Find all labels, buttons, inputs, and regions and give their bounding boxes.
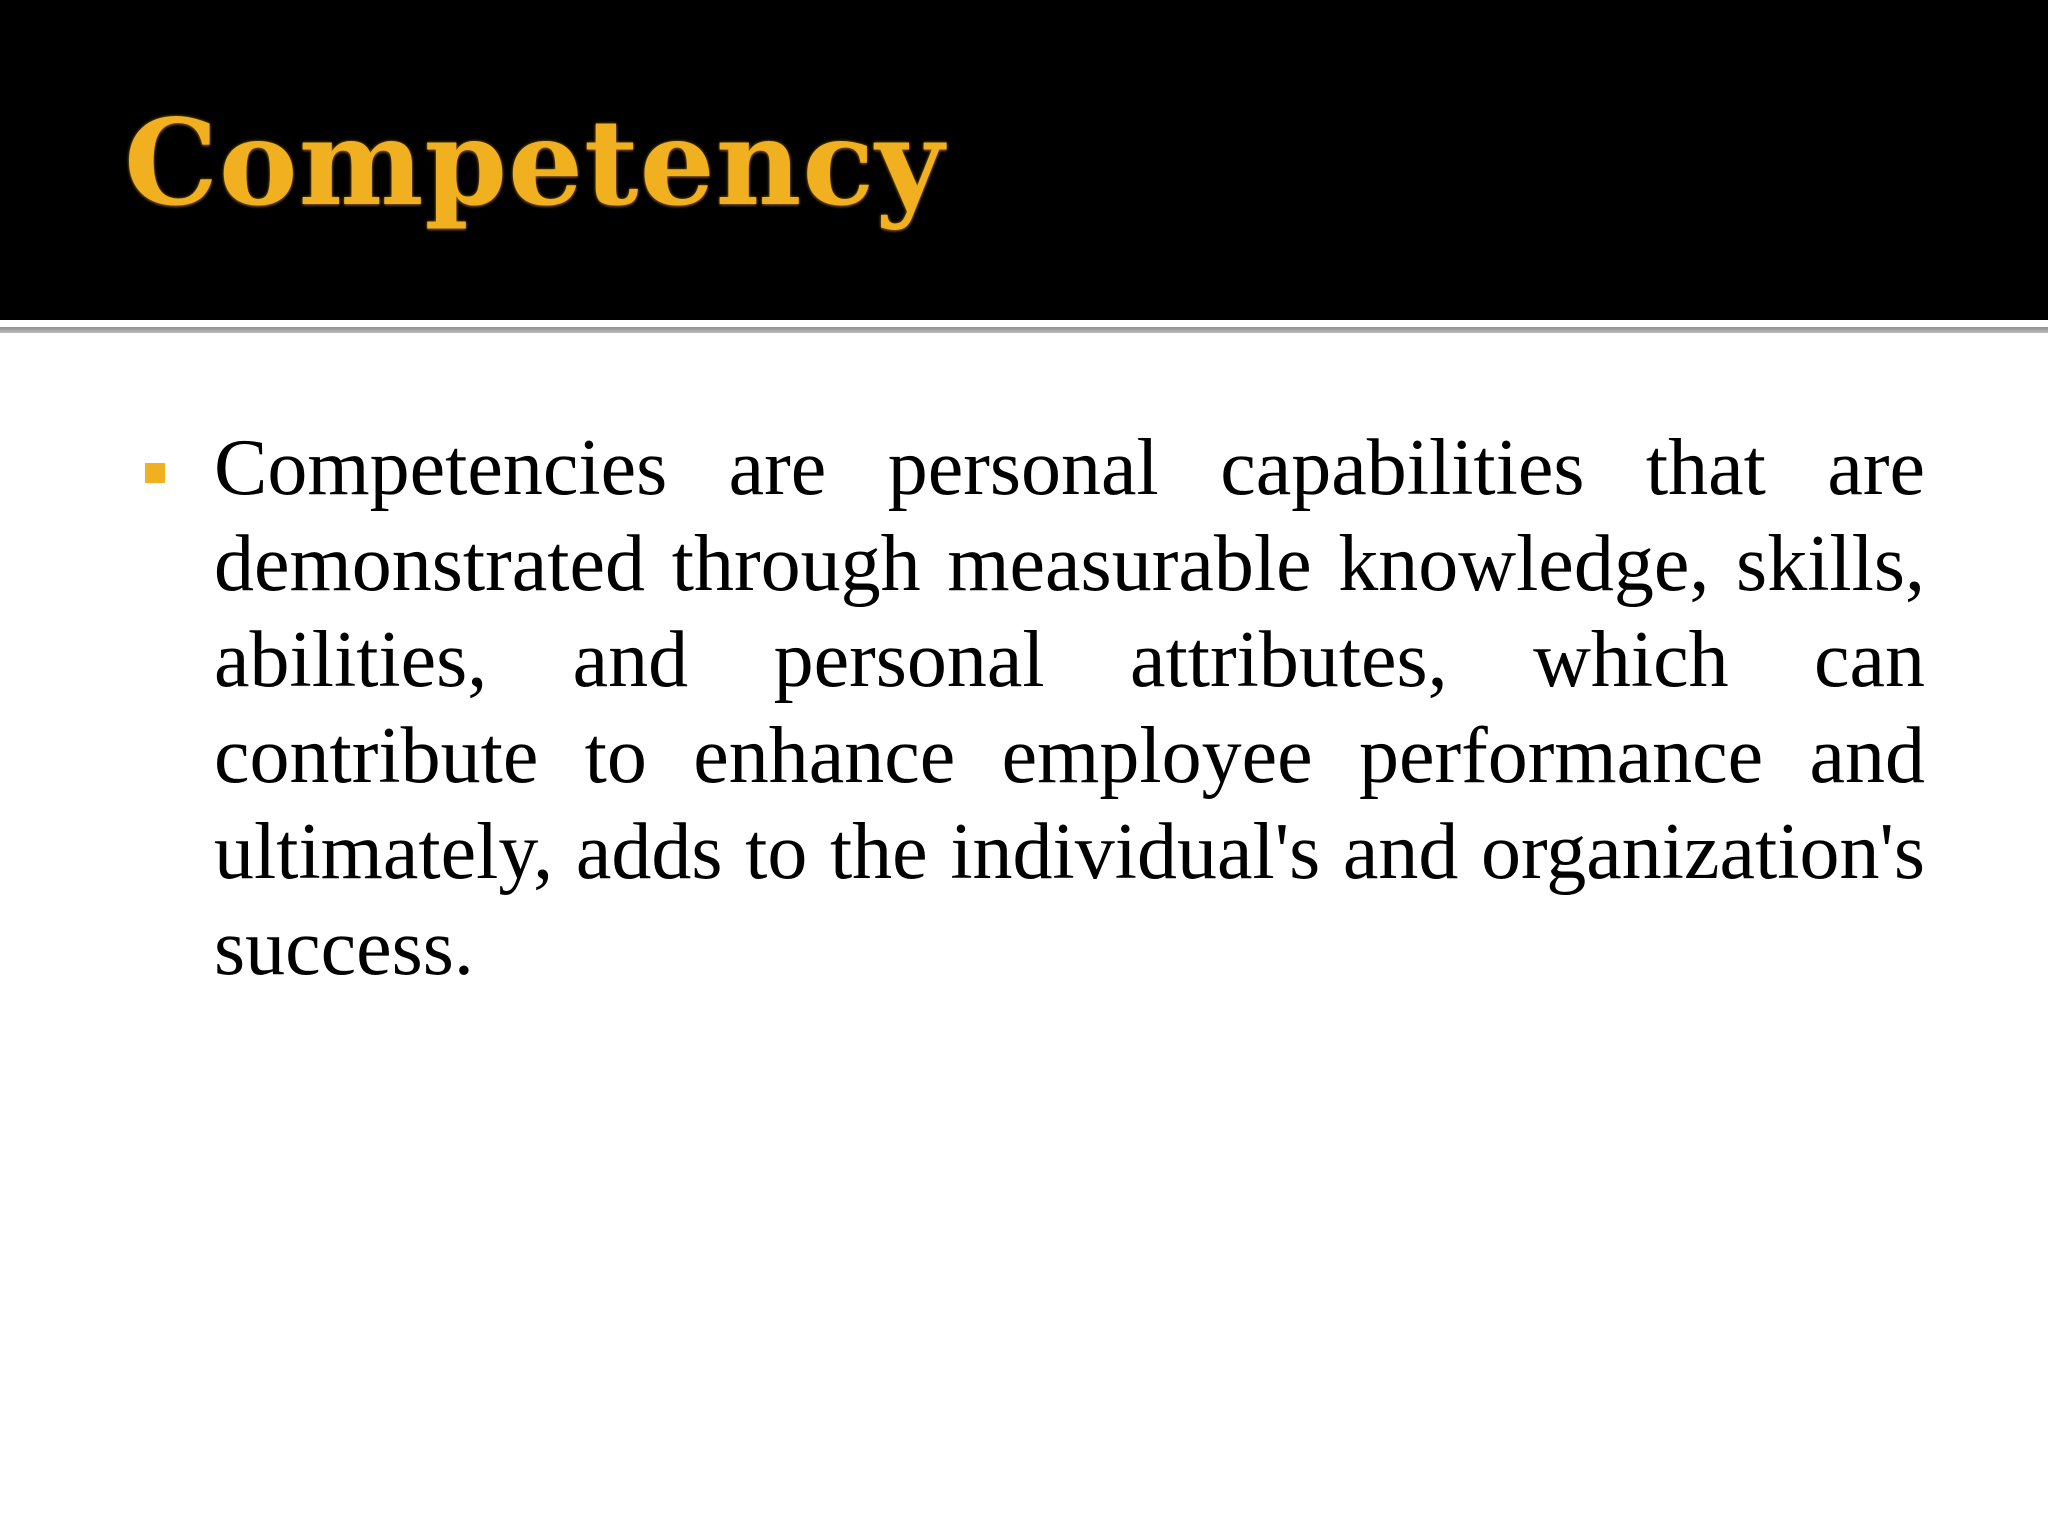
divider-line <box>0 327 2048 333</box>
bullet-text: Competencies are personal capabilities that are demonstrated through measurable knowledge, skills, abilities, and personal attributes, which can contribute to enhance employee performance and ultimately, adds to the individual's and organization's success. <box>214 424 1925 992</box>
slide-content <box>145 420 1925 996</box>
bullet-item <box>145 420 1925 996</box>
divider-highlight <box>0 320 2048 327</box>
square-bullet-icon <box>145 463 165 483</box>
title-band <box>0 0 2048 320</box>
slide-title: Competency <box>124 93 945 232</box>
